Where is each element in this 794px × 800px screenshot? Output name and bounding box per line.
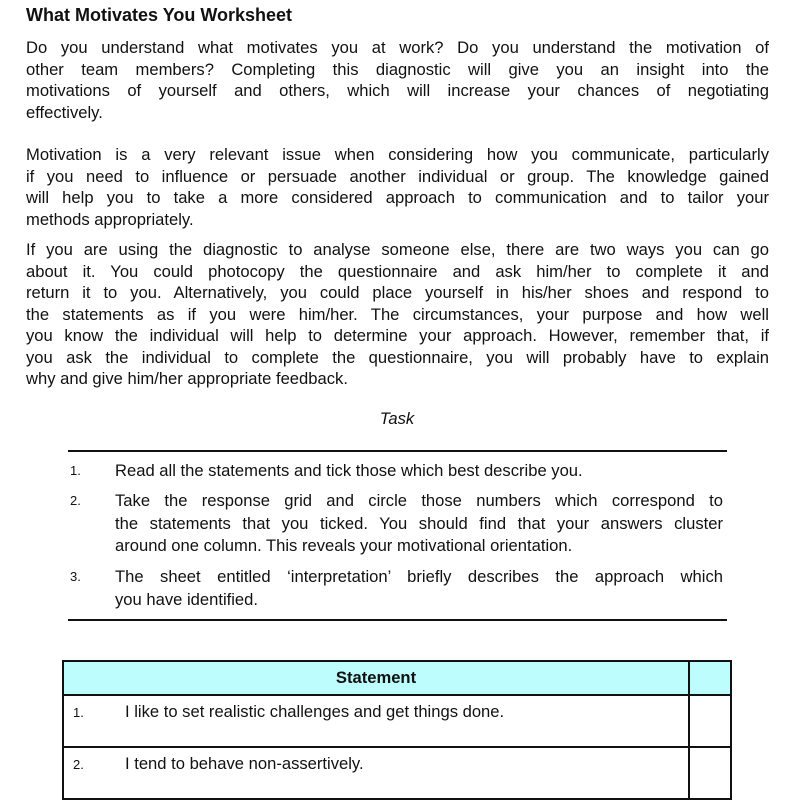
text-line: The sheet entitled ‘interpretation’ briefly describes the approach which (115, 567, 723, 586)
row-number: 2. (73, 757, 84, 772)
text-line: other team members? Completing this diagnostic will give you an insight into the (26, 59, 769, 79)
statement-table (62, 660, 732, 800)
row-number: 1. (73, 705, 84, 720)
tick-header (689, 661, 731, 695)
text-line: methods appropriately. (26, 209, 194, 229)
text-line: Motivation is a very relevant issue when considering how you communicate, particularly (26, 145, 769, 164)
page-title: What Motivates You Worksheet (26, 5, 293, 25)
text-line: Do you understand what motivates you at work? Do you understand the motivation of (26, 38, 769, 57)
tick-cell[interactable] (689, 747, 731, 799)
text-line: why and give him/her appropriate feedback. (26, 369, 348, 388)
statement-text: I like to set realistic challenges and get things done. (125, 702, 505, 721)
statement-header: Statement (63, 661, 689, 695)
divider (68, 450, 727, 452)
text-line: you have identified. (115, 589, 258, 609)
text-line: Take the response grid and circle those numbers which correspond to (115, 491, 723, 510)
text-line: the statements as if you were him/her. The circumstances, your purpose and how well (26, 304, 769, 324)
motivation-paragraph (26, 144, 769, 230)
text-line: you ask the individual to complete the questionnaire, you will probably have to explain (26, 347, 769, 367)
diagnostic-paragraph (26, 239, 769, 390)
text-line: If you are using the diagnostic to analyse someone else, there are two ways you can go (26, 240, 769, 259)
task-heading: Task (379, 409, 415, 428)
statement-text: I tend to behave non-assertively. (125, 754, 364, 773)
divider (68, 619, 727, 621)
text-line: if you need to influence or persuade another individual or group. The knowledge gained (26, 166, 769, 186)
text-line: return it to you. Alternatively, you could place yourself in his/her shoes and respond to (26, 283, 769, 302)
intro-paragraph (26, 37, 769, 123)
text-line: will help you to take a more considered approach to communication and to tailor your (26, 188, 769, 207)
item-number: 2. (70, 493, 81, 508)
table-row (63, 747, 731, 799)
item-number: 3. (70, 569, 81, 584)
text-line: motivations of yourself and others, which will increase your chances of negotiating (26, 81, 769, 100)
text-line: effectively. (26, 102, 103, 122)
text-line: the statements that you ticked. You should find that your answers cluster (115, 513, 723, 533)
text-line: Read all the statements and tick those which best describe you. (115, 461, 583, 480)
text-line: you know the individual will help to determine your approach. However, remember that, if (26, 326, 769, 345)
tick-cell[interactable] (689, 695, 731, 747)
table-header-row (63, 661, 731, 695)
text-line: around one column. This reveals your motivational orientation. (115, 536, 573, 555)
item-number: 1. (70, 463, 81, 478)
text-line: about it. You could photocopy the questionnaire and ask him/her to complete it and (26, 261, 769, 281)
table-row (63, 695, 731, 747)
